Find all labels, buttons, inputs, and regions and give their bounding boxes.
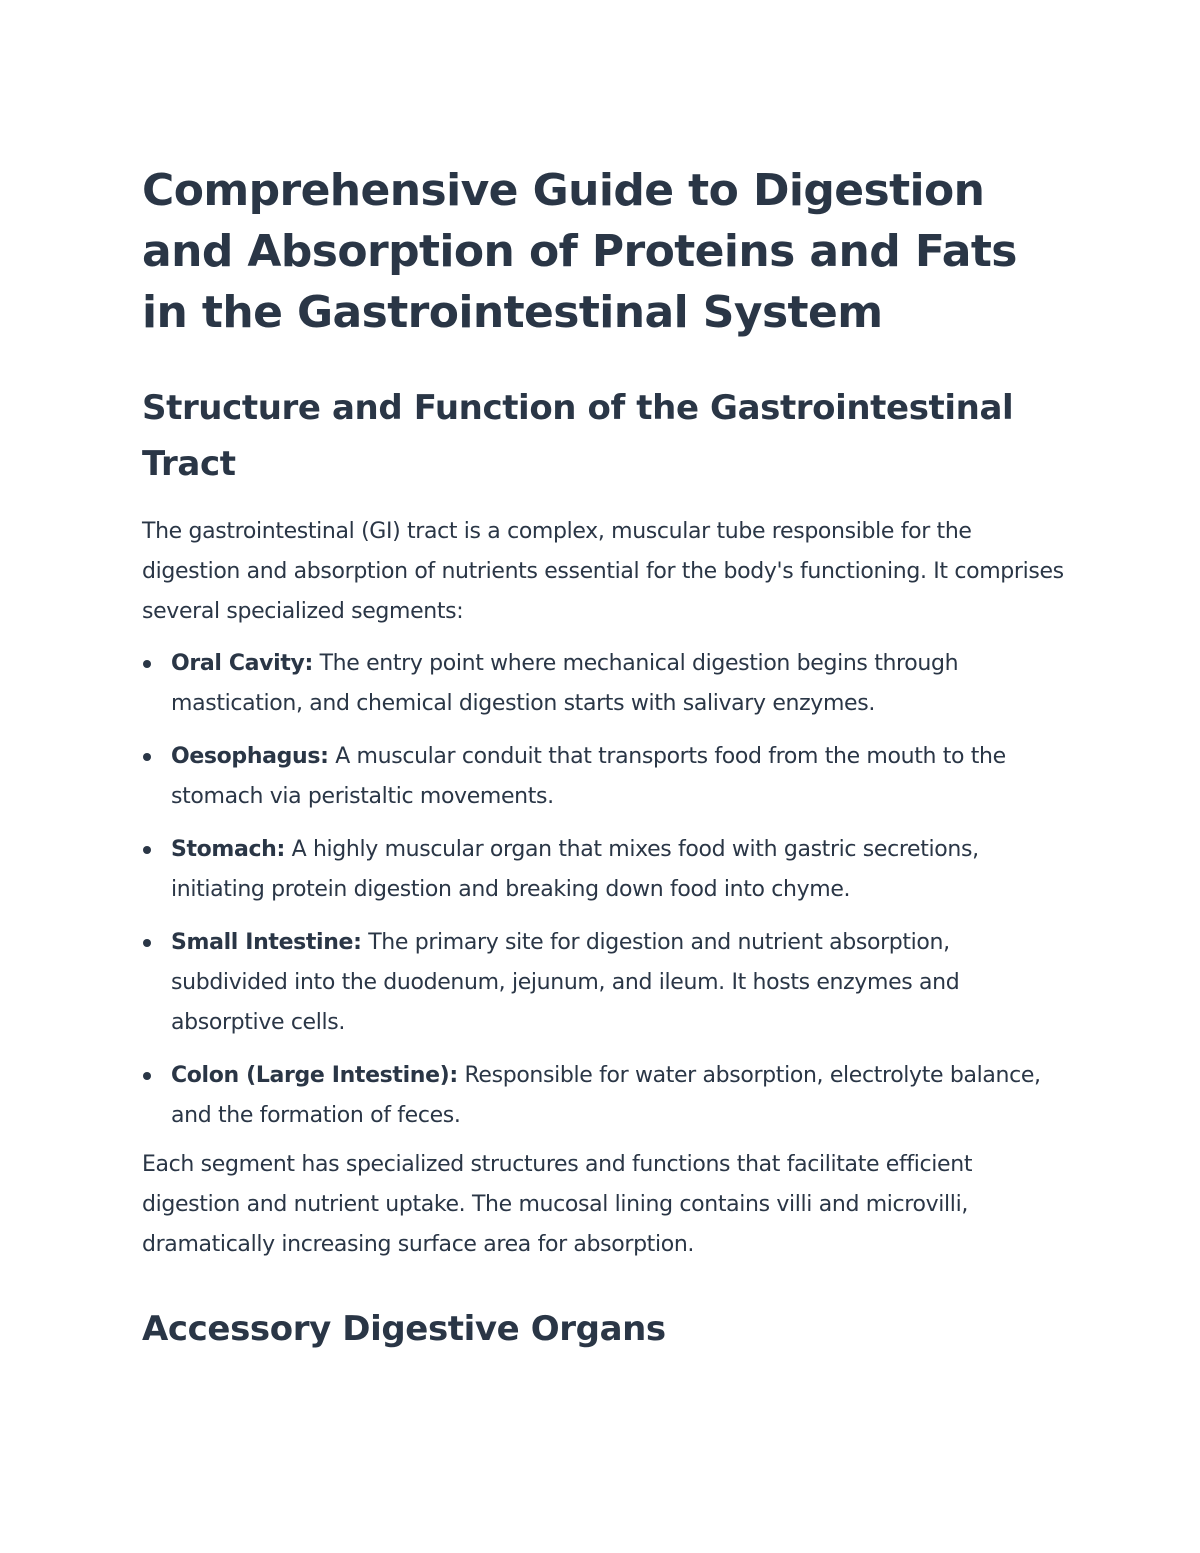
closing-paragraph: Each segment has specialized structures and functions that facilitate efficient digestion and nutrient uptake. The mucosal lining contains villi and microvilli, dramatically increasing surface area for absorption. <box>142 1152 973 1257</box>
list-item <box>142 1056 1067 1136</box>
list-item <box>142 644 1067 724</box>
intro-paragraph: The gastrointestinal (GI) tract is a complex, muscular tube responsible for the digestion and absorption of nutrients essential for the body's functioning. It comprises several specialized segments: <box>142 519 1064 624</box>
section-heading-gi-tract: Structure and Function of the Gastrointestinal Tract <box>142 388 1014 484</box>
segment-term: Colon (Large Intestine): <box>171 1063 458 1088</box>
list-item <box>142 830 1067 910</box>
list-item <box>142 923 1067 1043</box>
bullet-icon <box>143 846 151 854</box>
gi-segments-list <box>142 644 1067 1136</box>
segment-description: The entry point where mechanical digestion begins through mastication, and chemical digestion starts with salivary enzymes. <box>171 651 959 716</box>
segment-description: The primary site for digestion and nutrient absorption, subdivided into the duodenum, jejunum, and ileum. It hosts enzymes and absorptive cells. <box>171 930 960 1035</box>
bullet-icon <box>143 660 151 668</box>
bullet-icon <box>143 753 151 761</box>
bullet-icon <box>143 1072 151 1080</box>
segment-term: Stomach: <box>171 837 285 862</box>
segment-description: A highly muscular organ that mixes food with gastric secretions, initiating protein digestion and breaking down food into chyme. <box>171 837 979 902</box>
segment-term: Oesophagus: <box>171 744 329 769</box>
list-item <box>142 737 1067 817</box>
segment-term: Small Intestine: <box>171 930 362 955</box>
document-page <box>142 160 1067 1357</box>
segment-description: Responsible for water absorption, electrolyte balance, and the formation of feces. <box>171 1063 1041 1128</box>
section-heading-accessory-organs: Accessory Digestive Organs <box>142 1309 666 1349</box>
document-title: Comprehensive Guide to Digestion and Absorption of Proteins and Fats in the Gastrointestinal System <box>142 165 1017 338</box>
segment-description: A muscular conduit that transports food from the mouth to the stomach via peristaltic movements. <box>171 744 1006 809</box>
segment-term: Oral Cavity: <box>171 651 313 676</box>
bullet-icon <box>143 939 151 947</box>
